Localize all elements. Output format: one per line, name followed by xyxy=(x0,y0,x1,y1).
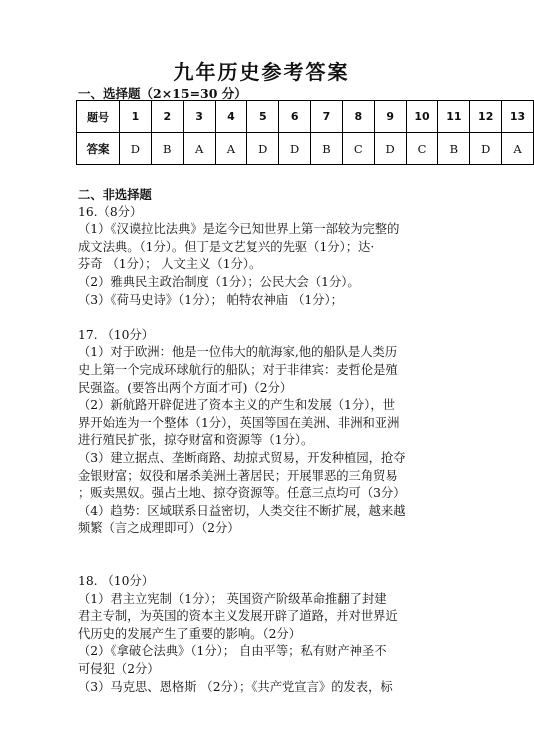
page-title: 九年历史参考答案 xyxy=(173,60,350,84)
answer-line: （4）趋势：区域联系日益密切，人类交往不断扩展，越来越 xyxy=(78,503,406,518)
answer-cell: D xyxy=(247,133,279,165)
answer-line: （2）雅典民主政治制度（1分）；公民大会（1分）。 xyxy=(78,274,360,289)
answer-line: 可侵犯（2分） xyxy=(78,662,160,677)
answer-line: 代历史的发展产生了重要的影响。（2分） xyxy=(78,626,302,641)
answer-line: （1）君主立宪制（1分）； 英国资产阶级革命推翻了封建 xyxy=(78,591,387,606)
answer-line: 17. （10分） xyxy=(78,327,155,342)
answer-cell: B xyxy=(151,133,183,165)
question-number: 3 xyxy=(183,101,215,133)
answer-line: 界开始连为一个整体（1分），英国等国在美洲、非洲和亚洲 xyxy=(78,415,400,430)
question-number: 12 xyxy=(470,101,502,133)
answer-cell: C xyxy=(406,133,438,165)
answer-line: 18. （10分） xyxy=(78,574,155,589)
answer-table xyxy=(76,100,534,165)
answer-line: （3）《荷马史诗》（1分）； 帕特农神庙 （1分）； xyxy=(78,292,343,307)
row-label-number: 题号 xyxy=(77,101,120,133)
question-number: 7 xyxy=(311,101,343,133)
answer-cell: D xyxy=(374,133,406,165)
question-number-row xyxy=(77,101,534,133)
blank-line xyxy=(78,309,458,327)
answer-cell: A xyxy=(183,133,215,165)
question-number: 2 xyxy=(151,101,183,133)
answer-line: ；贩卖黑奴。强占土地、掠夺资源等。任意三点均可（3分） xyxy=(78,486,406,501)
answer-cell: C xyxy=(342,133,374,165)
answer-line: 成文法典。（1分）。但丁是文艺复兴的先驱（1分）；达· xyxy=(78,239,375,254)
question-number: 5 xyxy=(247,101,279,133)
row-label-answer: 答案 xyxy=(77,133,120,165)
answer-line: 频繁（言之成理即可）（2分） xyxy=(78,521,240,536)
answer-cell: B xyxy=(438,133,470,165)
answer-line: 史上第一个完成环球航行的船队；对于非律宾：麦哲伦是殖 xyxy=(78,362,398,377)
question-number: 11 xyxy=(438,101,470,133)
answer-lines xyxy=(78,204,458,697)
answer-line: 16.（8分） xyxy=(78,204,143,219)
answer-line: （1）对于欧洲：他是一位伟大的航海家,他的船队是人类历 xyxy=(78,345,398,360)
question-number: 8 xyxy=(342,101,374,133)
answer-cell: D xyxy=(120,133,152,165)
answer-line: （2）新航路开辟促进了资本主义的产生和发展（1分），世 xyxy=(78,398,395,413)
answer-cell: A xyxy=(502,133,534,165)
answer-line: 金银财富；奴役和屠杀美洲土著居民；开展罪恶的三角贸易 xyxy=(78,468,398,483)
answer-line: （3）马克思、恩格斯 （2分）；《共产党宣言》的发表，标 xyxy=(78,679,393,694)
answer-row xyxy=(77,133,534,165)
question-number: 4 xyxy=(215,101,247,133)
question-number: 1 xyxy=(120,101,152,133)
answer-cell: D xyxy=(470,133,502,165)
answer-line: 进行殖民扩张，掠夺财富和资源等（1分）。 xyxy=(78,433,314,448)
answer-cell: B xyxy=(311,133,343,165)
section-1-heading: 一、选择题（2×15=30 分） xyxy=(78,86,247,101)
answer-line: （2）《拿破仑法典》（1分）； 自由平等；私有财产神圣不 xyxy=(78,644,387,659)
question-number: 13 xyxy=(502,101,534,133)
blank-line xyxy=(78,555,458,573)
answer-line: （3）建立据点、垄断商路、劫掠式贸易，开发种植园，抢夺 xyxy=(78,450,406,465)
question-number: 9 xyxy=(374,101,406,133)
section-2-heading: 二、非选择题 xyxy=(78,187,152,202)
blank-line xyxy=(78,538,458,556)
question-number: 6 xyxy=(279,101,311,133)
answer-line: 芬奇 （1分）； 人文主义（1分）。 xyxy=(78,257,262,272)
section-2 xyxy=(78,186,458,696)
answer-line: 民强盗。(要答出两个方面才可)（2分） xyxy=(78,380,293,395)
question-number: 10 xyxy=(406,101,438,133)
answer-line: （1）《汉谟拉比法典》是迄今已知世界上第一部较为完整的 xyxy=(78,222,400,237)
answer-line: 君主专制，为英国的资本主义发展开辟了道路，并对世界近 xyxy=(78,609,398,624)
answer-cell: D xyxy=(279,133,311,165)
answer-cell: A xyxy=(215,133,247,165)
